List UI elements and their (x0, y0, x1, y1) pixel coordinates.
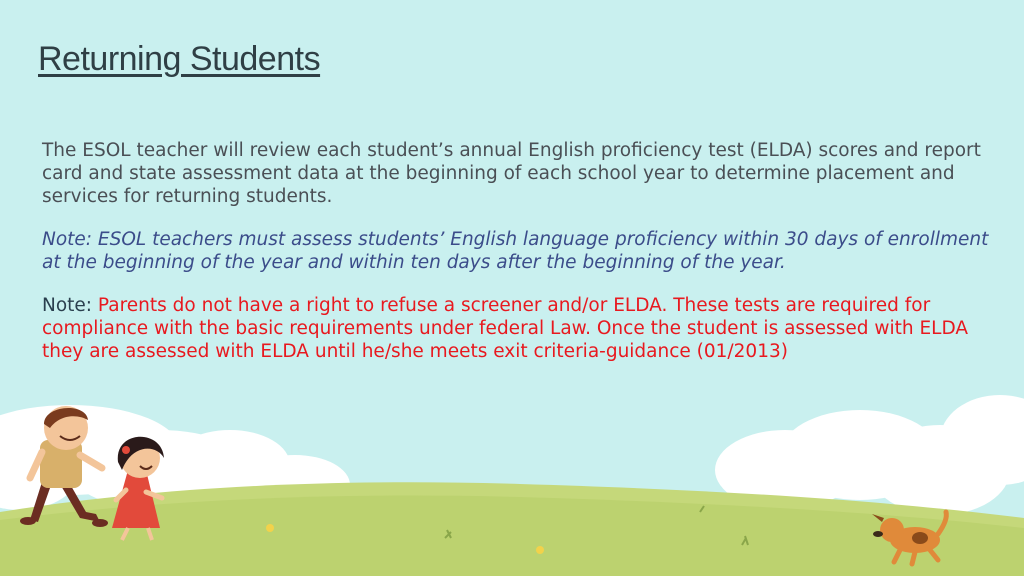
slide-title: Returning Students (38, 40, 321, 78)
note-warning-text: Parents do not have a right to refuse a screener and/or ELDA. These tests are required for compliance with the basic requirements under federal Law. Once the student is assessed with ELDA they are assessed with ELDA until he/she meets exit criteria-guidance (01/2013) (42, 295, 969, 362)
note-warning (42, 294, 992, 363)
body-paragraph: The ESOL teacher will review each student’s annual English proficiency test (ELDA) scores and report card and state assessment data at the beginning of each school year to determine placement and services for returning students. (42, 140, 981, 207)
note-italic: Note: ESOL teachers must assess students’ English language proficiency within 30 days of enrollment at the beginning of the year and within ten days after the beginning of the year. (42, 229, 989, 273)
note-label: Note: (42, 295, 93, 316)
